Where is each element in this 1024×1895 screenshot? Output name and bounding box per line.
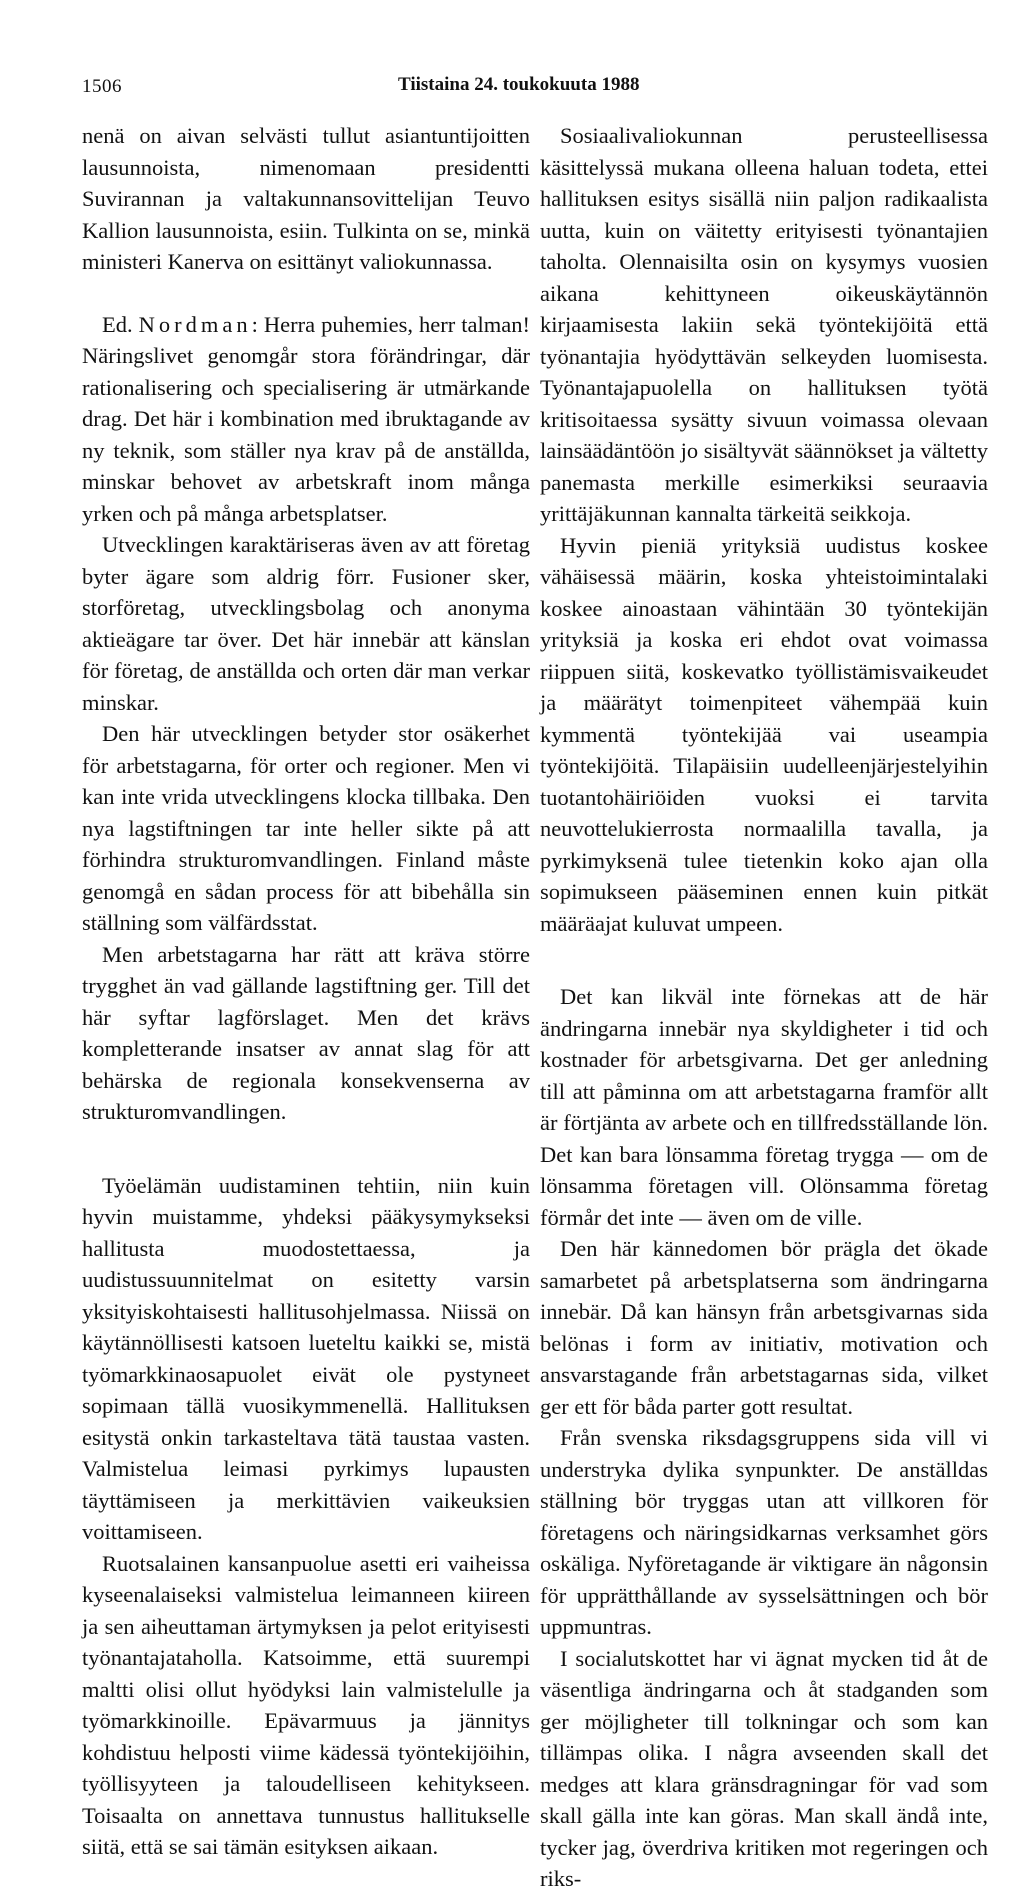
paragraph: Hyvin pieniä yrityksiä uudistus koskee vähäisessä määrin, koska yhteistoimintalaki koskee ainoastaan vähintään 30 työntekijän yrityksiä ja koska eri ehdot ovat voimassa riippuen siitä, koskevatko työllistämisvaikeudet ja määrätyt toimenpiteet vähempää kuin kymmentä työntekijää vai useampia työntekijöitä. Tilapäisiin uudelleenjärjestelyihin tuotantohäiriöiden vuoksi ei tarvita neuvottelukierrosta normaalilla tavalla, ja pyrkimyksenä tulee tietenkin koko ajan olla sopimukseen pääseminen ennen kuin pitkät määräajat kuluvat umpeen.: [540, 532, 988, 936]
paragraph-text: : Herra puhemies, herr talman! Näringslivet genomgår stora förändringar, där rationalisering och specialisering är utmärkande drag. Det här i kombination med ibruktagande av ny teknik, som ställer nya krav på de anställda, minskar behovet av arbetskraft inom många yrken och på många arbetsplatser.: [82, 311, 530, 526]
running-head: Tiistaina 24. toukokuuta 1988: [398, 74, 640, 95]
left-column: [82, 120, 530, 1863]
paragraph: Ruotsalainen kansanpuolue asetti eri vaiheissa kyseenalaiseksi valmistelua leimanneen kiireen ja sen aiheuttaman ärtymyksen ja pelot erityisesti työnantajataholla. Katsoimme, että suurempi maltti olisi ollut hyödyksi lain valmistelulle ja työmarkkinoille. Epävarmuus ja jännitys kohdistuu helposti viime kädessä työntekijöihin, työllisyyteen ja taloudelliseen kehitykseen. Toisaalta on annettava tunnustus hallitukselle siitä, että se sai tämän esityksen aikaan.: [82, 1550, 530, 1859]
speaker-name: Nordman: [138, 311, 252, 337]
right-column: [540, 120, 988, 1895]
paragraph: Työelämän uudistaminen tehtiin, niin kuin hyvin muistamme, yhdeksi pääkysymykseksi hallitusta muodostettaessa, ja uudistussuunnitelmat on esitetty varsin yksityiskohtaisesti hallitusohjelmassa. Niissä on käytännöllisesti katsoen lueteltu kaikki se, mistä työmarkkinaosapuolet eivät ole pystyneet sopimaan tällä vuosikymmenellä. Hallituksen esitystä onkin tarkasteltava tätä taustaa vasten. Valmistelua leimasi pyrkimys lupausten täyttämiseen ja merkittävien vaikeuksien voittamiseen.: [82, 1172, 530, 1544]
paragraph: Den här utvecklingen betyder stor osäkerhet för arbetstagarna, för orter och regioner. Men vi kan inte vrida utvecklingens klocka tillbaka. Den nya lagstiftningen tar inte heller sikte på att förhindra strukturomvandlingen. Finland måste genomgå en sådan process för att bibehålla sin ställning som välfärdsstat.: [82, 721, 530, 935]
title-prefix: Ed.: [102, 311, 133, 337]
paragraph: nenä on aivan selvästi tullut asiantuntijoitten lausunnoista, nimenomaan presidentti Suvirannan ja valtakunnansovittelijan Teuvo Kallion lausunnoista, esiin. Tulkinta on se, minkä ministeri Kanerva on esittänyt valiokunnassa.: [82, 123, 530, 274]
paragraph: Från svenska riksdagsgruppens sida vill vi understryka dylika synpunkter. De anställdas ställning bör tryggas utan att villkoren för företagens och näringsidkarnas verksamhet görs oskäliga. Nyföretagande är viktigare än någonsin för upprätthållande av sysselsättningen och bör uppmuntras.: [540, 1425, 988, 1639]
paragraph: Sosiaalivaliokunnan perusteellisessa käsittelyssä mukana olleena haluan todeta, ettei hallituksen esitys sisällä niin paljon radikaalista uutta, kuin on väitetty erityisesti työnantajien taholta. Olennaisilta osin on kysymys vuosien aikana kehittyneen oikeuskäytännön kirjaamisesta lakiin sekä työntekijöitä että työnantajia hyödyttävän selkeyden luomisesta. Työnantajapuolella on hallituksen työtä kritisoitaessa sysätty sivuun voimassa olevaan lainsäädäntöön jo sisältyvät säännökset ja vältetty panemasta merkille esimerkiksi seuraavia yrittäjäkunnan kannalta tärkeitä seikkoja.: [540, 123, 989, 526]
paragraph: Utvecklingen karaktäriseras även av att företag byter ägare som aldrig förr. Fusioner sker, storföretag, utvecklingsbolag och anonyma aktieägare tar över. Det här innebär att känslan för företag, de anställda och orten där man verkar minskar.: [82, 532, 530, 715]
page-number: 1506: [82, 76, 122, 97]
paragraph: Men arbetstagarna har rätt att kräva större trygghet än vad gällande lagstiftning ger. Till det här syftar lagförslaget. Men det krävs kompletterande insatser av annat slag för att behärska de regionala konsekvenserna av strukturomvandlingen.: [82, 941, 530, 1124]
paragraph: Det kan likväl inte förnekas att de här ändringarna innebär nya skyldigheter i tid och kostnader för arbetsgivarna. Det ger anledning till att påminna om att arbetstagarna framför allt är förtjänta av arbete och en tillfredsställande lön. Det kan bara lönsamma företag trygga — om de lönsamma företagen vill. Olönsamma företag förmår det inte — även om de ville.: [540, 984, 988, 1230]
speech-opening: [82, 309, 530, 530]
paragraph: I socialutskottet har vi ägnat mycken tid åt de väsentliga ändringarna och åt stadganden som ger möjligheter till tolkningar och som kan tillämpas olika. I några avseenden skall det medges att klara gränsdragningar för vad som skall gälla inte kan göras. Man skall ändå inte, tycker jag, överdriva kritiken mot regeringen och riks-: [540, 1645, 988, 1891]
paragraph: Den här kännedomen bör prägla det ökade samarbetet på arbetsplatserna som ändringarna innebär. Då kan hänsyn från arbetsgivarnas sida belönas i form av initiativ, motivation och ansvarstagande från arbetstagarnas sida, vilket ger ett för båda parter gott resultat.: [540, 1236, 988, 1419]
